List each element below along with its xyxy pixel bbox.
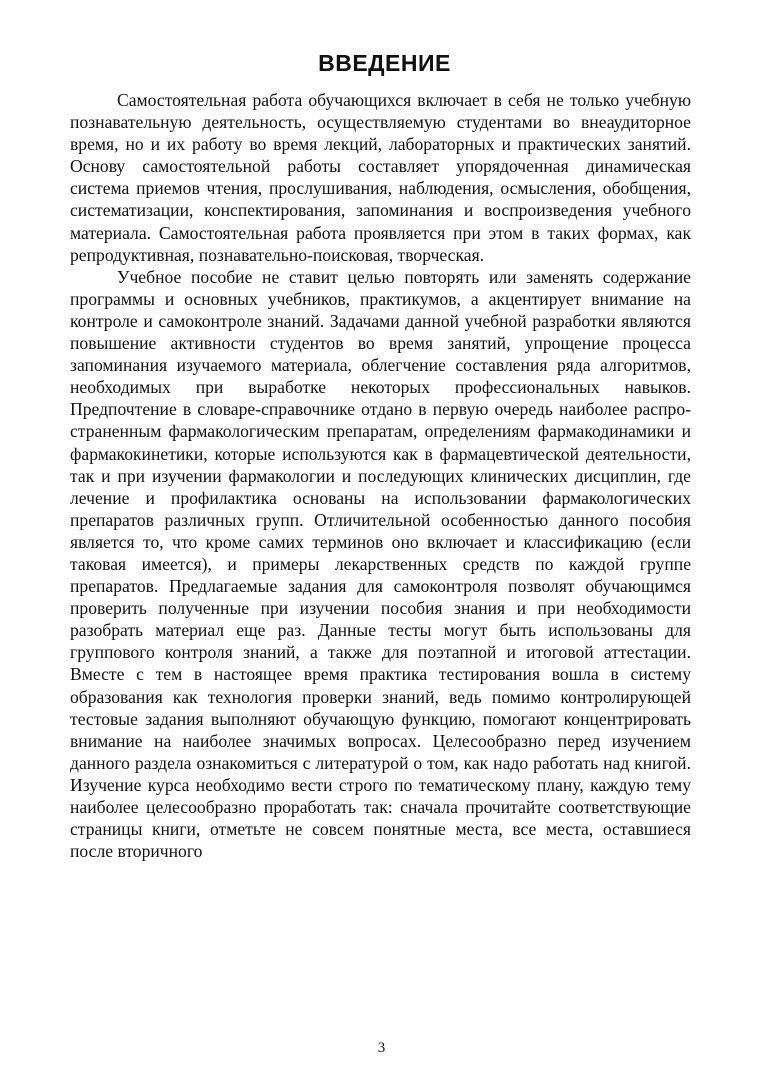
page-content: [70, 50, 691, 862]
section-title: ВВЕДЕНИЕ: [318, 50, 451, 76]
page-number: 3: [377, 1040, 386, 1056]
paragraph-2: Учебное пособие не ставит целью повторять или заменять содержание программы и основных учебников, практикумов, а акцентирует внимание на контроле и самоконтроле знаний. Задачами данной учебной разработки являются повышение активности студентов во время занятий, упрощение процесса запоминания изучаемого материала, облегчение составления ряда алгоритмов, необходимых при выработке некоторых профессиональных навыков. Предпочтение в словаре-справочнике отдано в первую очередь наиболее распространенным фармакологическим препаратам, определениям фармакодинамики и фармакокинетики, которые используются как в фармацевтической деятельности, так и при изучении фармакологии и последующих клинических дисциплин, где лечение и профилактика основаны на использовании фармакологических препаратов различных групп. Отличительной особенностью данного пособия является то, что кроме самих терминов оно включает и классификацию (если таковая имеется), и примеры лекарственных средств по каждой группе препаратов. Предлагаемые задания для самоконтроля позволят обучающимся проверить полученные при изучении пособия знания и при необходимости разобрать материал еще раз. Данные тесты могут быть использованы для группового контроля знаний, а также для поэтапной и итоговой аттестации. Вместе с тем в настоящее время практика тестирования вошла в систему образования как технология проверки знаний, ведь помимо контролирующей тестовые задания выполняют обучающую функцию, помогают концентрировать внимание на наиболее значимых вопросах. Целесообразно перед изучением данного раздела ознакомиться с литературой о том, как надо работать над книгой. Изучение курса необходимо вести строго по тематическому плану, каждую тему наиболее целесообразно проработать так: сначала прочитайте соответствующие страницы книги, отметьте не совсем понятные места, все места, оставшиеся после вторичного: [70, 266, 691, 862]
paragraph-1: Самостоятельная работа обучающихся включает в себя не только учебную познавательную деятельность, осуществляемую студентами во внеаудиторное время, но и их работу во время лекций, лабораторных и практических занятий. Основу самостоятельной работы составляет упорядоченная динамическая система приемов чтения, прослушивания, наблюдения, осмысления, обобщения, систематизации, конспектирования, запоминания и воспроизведения учебного материала. Самостоятельная работа проявляется при этом в таких формах, как репродуктивная, познавательно-поисковая, творческая.: [70, 90, 691, 265]
